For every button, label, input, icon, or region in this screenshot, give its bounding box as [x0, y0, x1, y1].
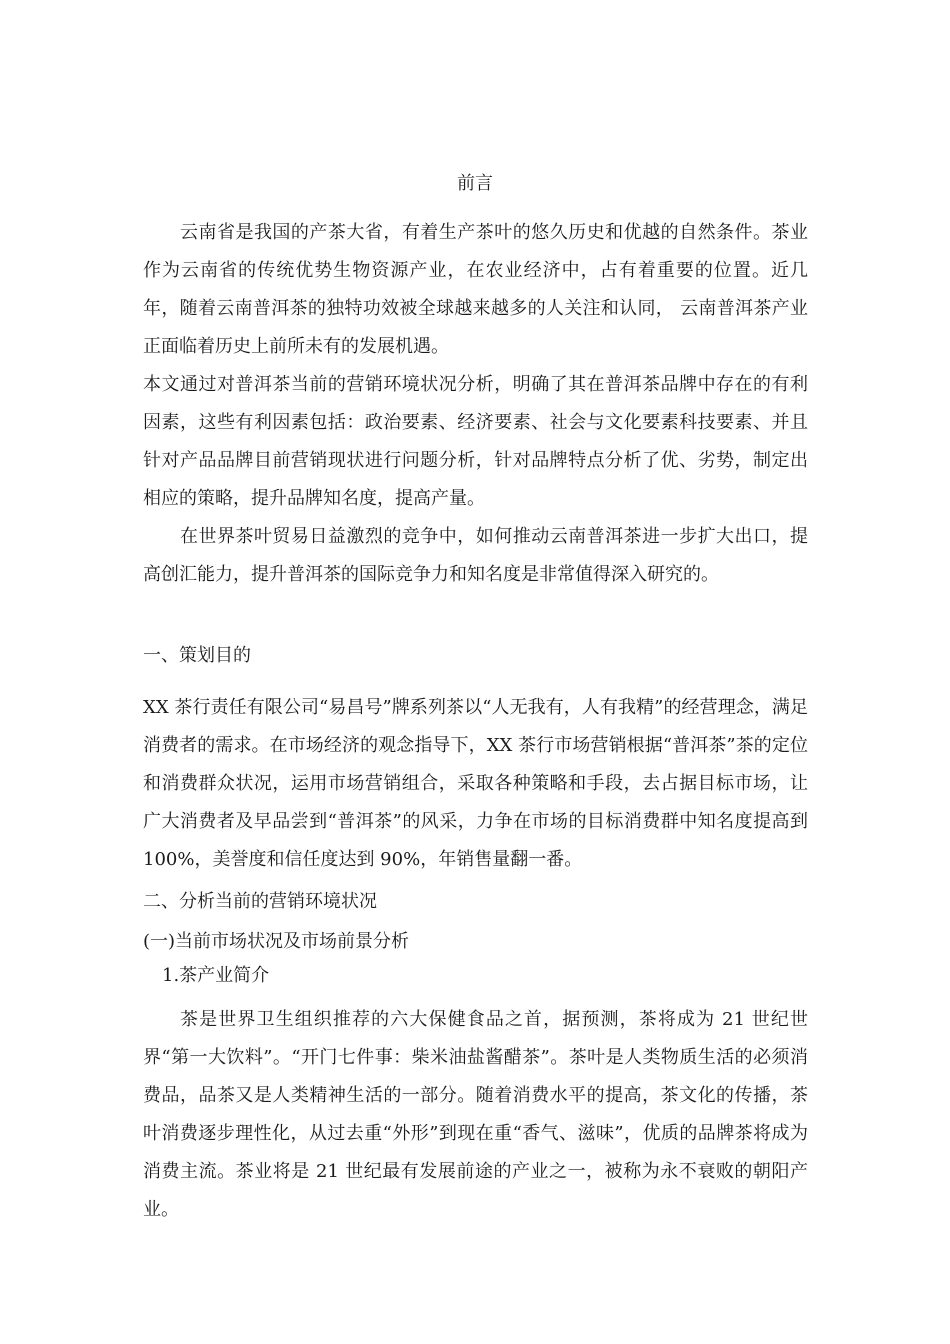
item-heading-tea-industry: 1.茶产业简介 [162, 965, 270, 986]
page-title: 前言 [457, 173, 493, 194]
section-heading-purpose: 一、策划目的 [143, 645, 251, 666]
preface-paragraph-3: 在世界茶叶贸易日益激烈的竞争中，如何推动云南普洱茶进一步扩大出口，提高创汇能力，提升普洱茶的国际竞争力和知名度是非常值得深入研究的。 [143, 526, 808, 585]
preface-paragraph-1: 云南省是我国的产茶大省，有着生产茶叶的悠久历史和优越的自然条件。茶业作为云南省的传统优势生物资源产业，在农业经济中，占有着重要的位置。近几年，随着云南普洱茶的独特功效被全球越来越多的人关注和认同， 云南普洱茶产业正面临着历史上前所未有的发展机遇。 [143, 222, 808, 357]
subsection-heading-market: (一)当前市场状况及市场前景分析 [143, 931, 410, 952]
tea-industry-paragraph: 茶是世界卫生组织推荐的六大保健食品之首，据预测，茶将成为 21 世纪世界“第一大饮料”。“开门七件事：柴米油盐酱醋茶”。茶叶是人类物质生活的必须消费品，品茶又是人类精神生活的一部分。随着消费水平的提高，茶文化的传播，茶叶消费逐步理性化，从过去重“外形”到现在重“香气、滋味”，优质的品牌茶将成为消费主流。茶业将是 21 世纪最有发展前途的产业之一，被称为永不衰败的朝阳产业。 [143, 1009, 808, 1220]
purpose-paragraph: XX 茶行责任有限公司“易昌号”牌系列茶以“人无我有，人有我精”的经营理念，满足消费者的需求。在市场经济的观念指导下，XX 茶行市场营销根据“普洱茶”茶的定位和消费群众状况，运用市场营销组合，采取各种策略和手段，去占据目标市场，让广大消费者及早品尝到“普洱茶”的风采，力争在市场的目标消费群中知名度提高到 100%，美誉度和信任度达到 90%，年销售量翻一番。 [143, 697, 808, 870]
preface-paragraph-2: 本文通过对普洱茶当前的营销环境状况分析，明确了其在普洱茶品牌中存在的有利因素，这些有利因素包括：政治要素、经济要素、社会与文化要素科技要素、并且针对产品品牌目前营销现状进行问题分析，针对品牌特点分析了优、劣势，制定出相应的策略，提升品牌知名度，提高产量。 [143, 374, 808, 509]
section-heading-environment: 二、分析当前的营销环境状况 [143, 891, 377, 912]
